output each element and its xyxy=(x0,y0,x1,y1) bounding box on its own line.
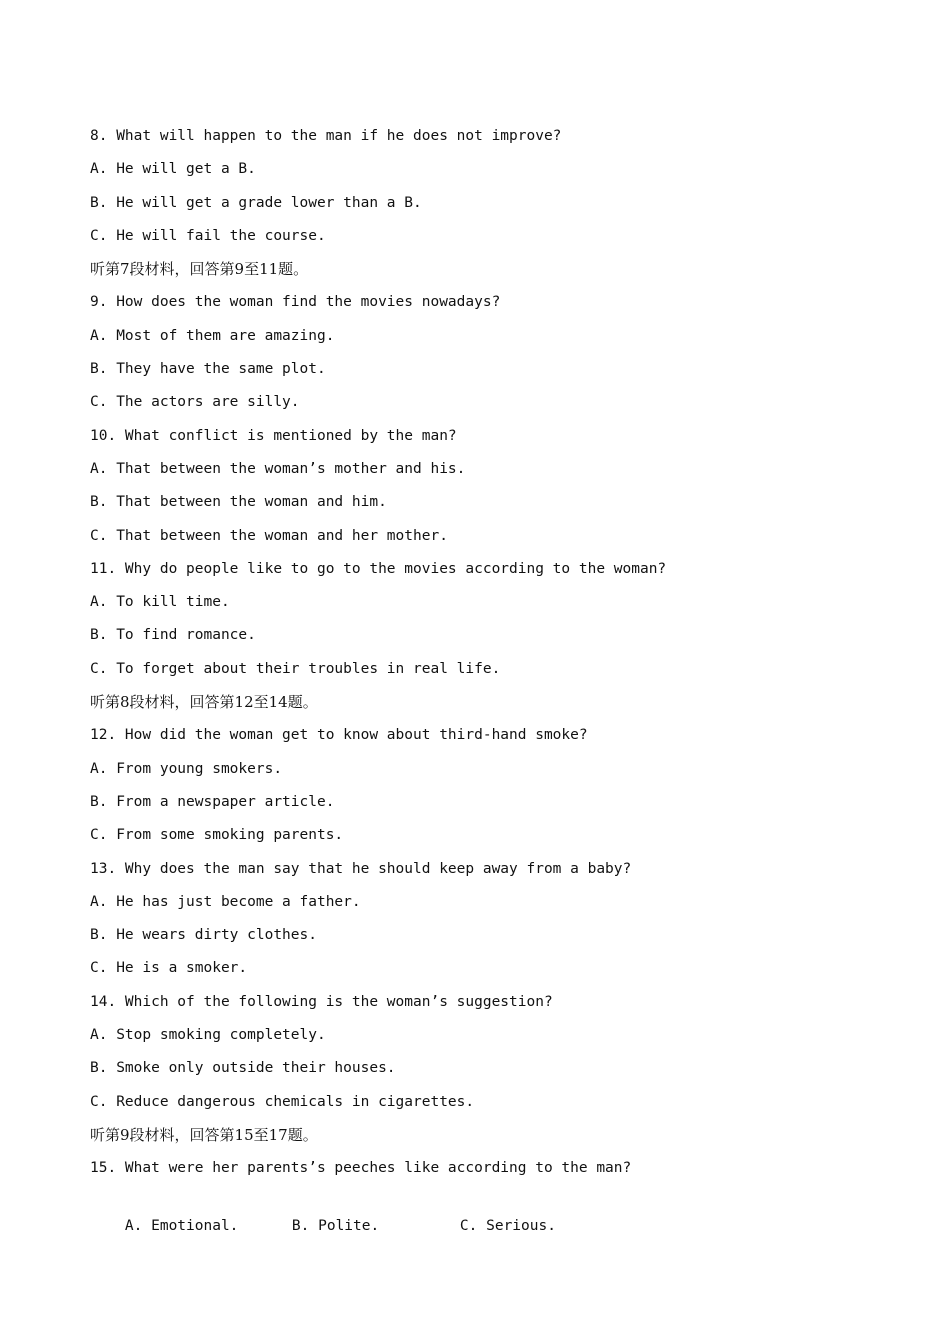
answer-option: B. Smoke only outside their houses. xyxy=(90,1060,396,1077)
question-text: 11. Why do people like to go to the movies according to the woman? xyxy=(90,560,667,577)
answer-option: C. He will fail the course. xyxy=(90,227,326,244)
answer-option: C. He is a smoker. xyxy=(90,960,248,977)
answer-option: A. He has just become a father. xyxy=(90,893,361,910)
answer-option: A. Most of them are amazing. xyxy=(90,327,335,344)
answer-option: A. Stop smoking completely. xyxy=(90,1027,326,1044)
answer-option: B. They have the same plot. xyxy=(90,361,326,378)
question-text: 12. How did the woman get to know about third-hand smoke? xyxy=(90,727,588,744)
answer-option: B. From a newspaper article. xyxy=(90,793,335,810)
section-heading: 听第8段材料，回答第12至14题。 xyxy=(90,693,318,712)
section-heading: 听第9段材料，回答第15至17题。 xyxy=(90,1125,318,1144)
answer-option: B. He wears dirty clothes. xyxy=(90,927,317,944)
exam-page xyxy=(90,124,890,1234)
answer-option: A. That between the woman’s mother and his. xyxy=(90,460,466,477)
answer-option: C. To forget about their troubles in real life. xyxy=(90,660,501,677)
q15-options-row xyxy=(90,1190,890,1234)
answer-option: B. That between the woman and him. xyxy=(90,494,387,511)
q15-option-c: C. Serious. xyxy=(459,1217,556,1234)
q15-option-a: A. Emotional. xyxy=(124,1217,239,1234)
section-heading: 听第7段材料，回答第9至11题。 xyxy=(90,260,309,279)
answer-option: A. He will get a B. xyxy=(90,161,256,178)
answer-option: C. Reduce dangerous chemicals in cigarettes. xyxy=(90,1093,475,1110)
answer-option: C. That between the woman and her mother. xyxy=(90,527,448,544)
answer-option: A. To kill time. xyxy=(90,594,230,611)
answer-option: C. The actors are silly. xyxy=(90,394,300,411)
question-text: 8. What will happen to the man if he does not improve? xyxy=(90,128,562,144)
answer-option: A. From young smokers. xyxy=(90,760,283,777)
answer-option: B. To find romance. xyxy=(90,627,256,644)
q15-option-b: B. Polite. xyxy=(291,1217,380,1234)
question-text: 14. Which of the following is the woman’s suggestion? xyxy=(90,993,553,1010)
question-text: 9. How does the woman find the movies nowadays? xyxy=(90,294,501,311)
question-text: 15. What were her parents’s peeches like according to the man? xyxy=(90,1160,632,1177)
answer-option: C. From some smoking parents. xyxy=(90,827,344,844)
question-list xyxy=(90,124,890,1190)
answer-option: B. He will get a grade lower than a B. xyxy=(90,194,422,211)
question-text: 10. What conflict is mentioned by the man? xyxy=(90,427,457,444)
question-text: 13. Why does the man say that he should keep away from a baby? xyxy=(90,860,632,877)
